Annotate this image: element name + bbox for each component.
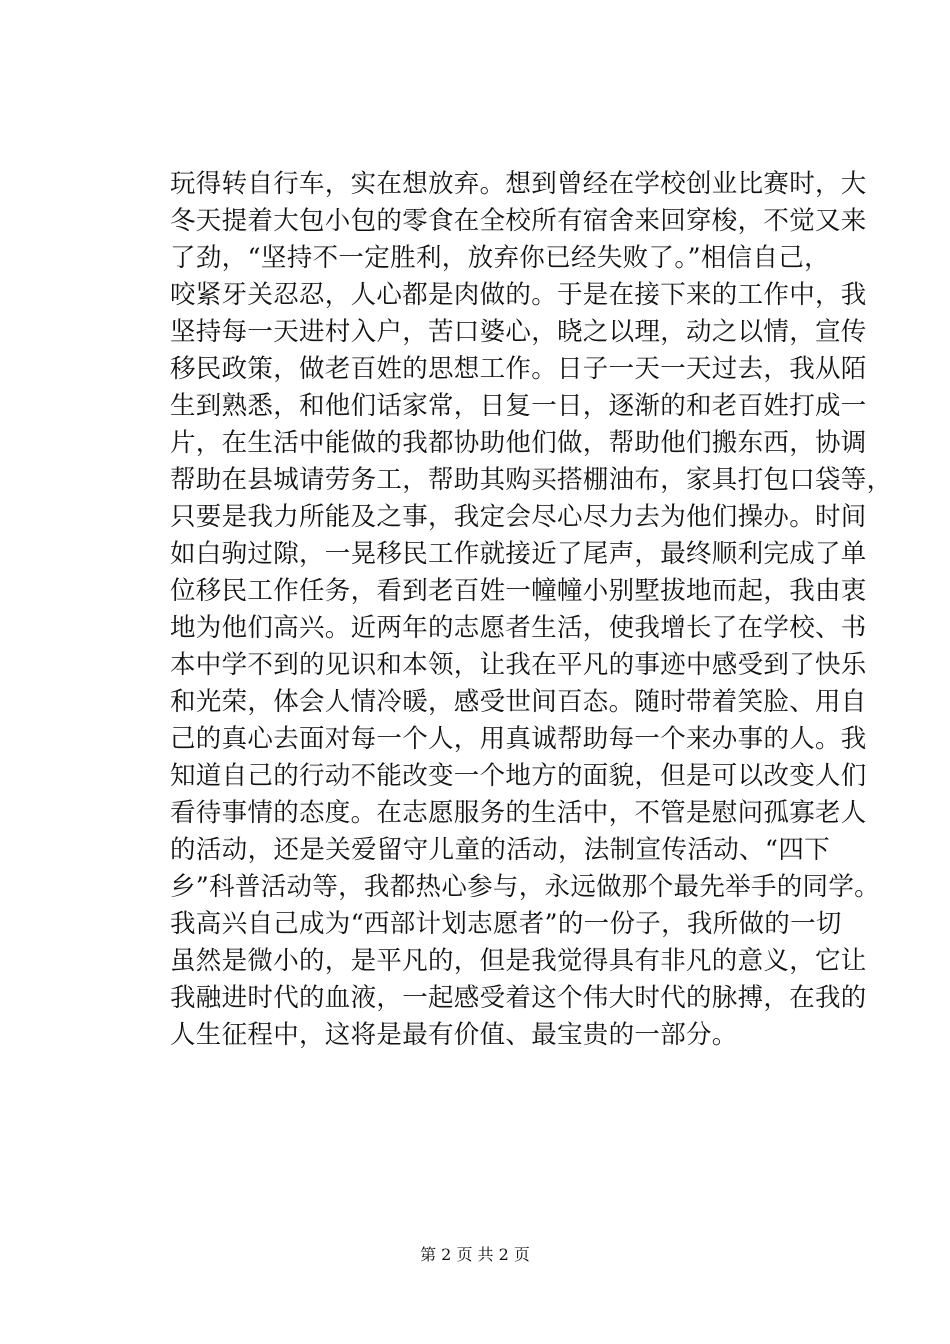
text-line: 坚持每一天进村入户，苦口婆心，晓之以理，动之以情，宣传 <box>170 317 867 347</box>
text-line: 如白驹过隙，一晃移民工作就接近了尾声，最终顺利完成了单 <box>170 539 867 569</box>
text-line: 咬紧牙关忍忍，人心都是肉做的。于是在接下来的工作中，我 <box>170 280 867 310</box>
text-line: 看待事情的态度。在志愿服务的生活中，不管是慰问孤寡老人 <box>170 798 867 828</box>
text-line: 了劲，“坚持不一定胜利，放弃你已经失败了。”相信自己， <box>170 243 830 273</box>
text-line: 我融进时代的血液，一起感受着这个伟大时代的脉搏，在我的 <box>170 983 867 1013</box>
text-line: 地为他们高兴。近两年的志愿者生活，使我增长了在学校、书 <box>170 613 867 643</box>
text-line: 只要是我力所能及之事，我定会尽心尽力去为他们操办。时间 <box>170 502 867 532</box>
text-line: 的活动，还是关爱留守儿童的活动，法制宣传活动、“四下 <box>170 835 830 865</box>
text-line: 本中学不到的见识和本领，让我在平凡的事迹中感受到了快乐 <box>170 650 867 680</box>
page-number-label: 第 2 页 共 2 页 <box>420 1245 530 1264</box>
text-line: 冬天提着大包小包的零食在全校所有宿舍来回穿梭，不觉又来 <box>170 206 867 236</box>
text-line: 知道自己的行动不能改变一个地方的面貌，但是可以改变人们 <box>170 761 867 791</box>
page-footer <box>0 1245 950 1265</box>
text-line: 移民政策，做老百姓的思想工作。日子一天一天过去，我从陌 <box>170 354 867 384</box>
body-text <box>170 166 893 1054</box>
text-line: 位移民工作任务，看到老百姓一幢幢小别墅拔地而起，我由衷 <box>170 576 867 606</box>
text-line: 和光荣，体会人情冷暖，感受世间百态。随时带着笑脸、用自 <box>170 687 867 717</box>
text-line: 玩得转自行车，实在想放弃。想到曾经在学校创业比赛时，大 <box>170 169 867 199</box>
text-line: 乡”科普活动等，我都热心参与，永远做那个最先举手的同学。 <box>170 872 880 902</box>
text-line: 己的真心去面对每一个人，用真诚帮助每一个来办事的人。我 <box>170 724 867 754</box>
text-line: 生到熟悉，和他们话家常，日复一日，逐渐的和老百姓打成一 <box>170 391 867 421</box>
text-line: 片，在生活中能做的我都协助他们做，帮助他们搬东西，协调 <box>170 428 867 458</box>
text-line: 人生征程中，这将是最有价值、最宝贵的一部分。 <box>170 1020 738 1050</box>
text-line: 虽然是微小的，是平凡的，但是我觉得具有非凡的意义，它让 <box>170 946 867 976</box>
text-line: 我高兴自己成为“西部计划志愿者”的一份子，我所做的一切 <box>170 909 842 939</box>
text-line: 帮助在县城请劳务工，帮助其购买搭棚油布，家具打包口袋等， <box>170 465 893 495</box>
